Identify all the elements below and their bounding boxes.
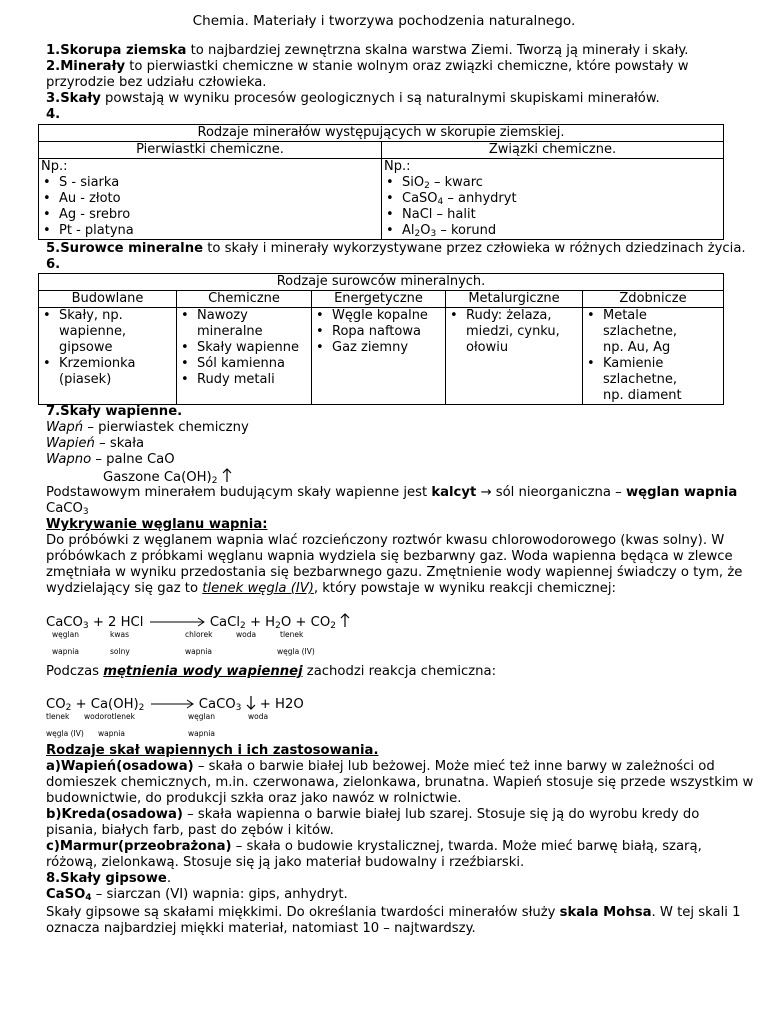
section-1-text: to najbardziej zewnętrzna skalna warstwa Ziemi. Tworzą ją minerały i skały. <box>186 43 689 58</box>
arrow-up-icon <box>222 468 232 482</box>
section-1-number: 1. <box>46 43 61 58</box>
caso4-line: CaSO$_4$ – siarczan (VI) wapnia: gips, anhydryt. <box>46 887 348 903</box>
compound-item: • $Al_2O_3$ – korund <box>384 223 721 239</box>
section-7-heading: 7.Skały wapienne. <box>46 404 183 419</box>
type-b-text: pisania, białych farb, past do zębów i kitów. <box>46 823 334 838</box>
type-a-text: domieszek chemicznych, m.in. czerwonawa, zielonkawa, brunatna. Wapień stosuje się przede wszystkim w <box>46 775 754 790</box>
minerals-table <box>38 124 724 240</box>
reaction-arrow-icon <box>149 699 195 709</box>
kalcyt-line: Podstawowym minerałem budującym skały wapienne jest kalcyt → sól nieorganiczna – węglan wapnia <box>46 485 738 500</box>
caco3-line: CaCO$_3$ <box>46 501 89 517</box>
eq2-label: wapnia <box>98 729 125 738</box>
type-c-line: c)Marmur(przeobrażona) – skała o budowie krystalicznej, twarda. Może mieć barwę białą, szarą, <box>46 839 702 854</box>
eq2-label: woda <box>248 712 269 721</box>
elements-cell <box>39 159 382 240</box>
section-1 <box>46 43 688 59</box>
element-item: • Pt - platyna <box>41 223 379 239</box>
section-5-text: to skały i minerały wykorzystywane przez człowieka w różnych dziedzinach życia. <box>203 241 746 256</box>
eq1-label: węgla (IV) <box>277 647 315 656</box>
section-1-term: Skorupa ziemska <box>60 43 187 58</box>
chemiczne-cell <box>177 308 312 405</box>
section-2 <box>46 59 689 75</box>
element-item: • Ag - srebro <box>41 207 379 223</box>
equation-1: CaCO$_3$ + 2 HCl CaCl$_2$ + $H_2O + CO_2$ <box>46 613 350 631</box>
element-item: • Au - złoto <box>41 191 379 207</box>
type-b-line: b)Kreda(osadowa) – skała wapienna o barwie białej lub szarej. Stosuje się ją do wyrobu kredy do <box>46 807 700 822</box>
list-item: • Rudy metali <box>179 372 309 388</box>
eq1-label: chlorek <box>185 630 213 639</box>
eq2-label: węgla (IV) <box>46 729 84 738</box>
wapien-line: Wapień – skała <box>46 436 145 451</box>
eq1-label: kwas <box>110 630 129 639</box>
detection-text-line: wydzielający się gaz to tlenek węgla (IV), który powstaje w wyniku reakcji chemicznej: <box>46 581 616 596</box>
section-2-text: to pierwiastki chemiczne w stanie wolnym oraz związki chemiczne, które powstały w <box>125 59 689 74</box>
list-item: • Metale szlachetne, np. Au, Ag <box>585 308 721 356</box>
limestone-types-heading: Rodzaje skał wapiennych i ich zastosowania. <box>46 743 379 758</box>
header-metalurgiczne: Metalurgiczne <box>446 291 583 308</box>
header-budowlane: Budowlane <box>39 291 177 308</box>
section-5-term: Surowce mineralne <box>60 241 204 256</box>
list-item: • Nawozy mineralne <box>179 308 309 340</box>
list-item: • Kamienie szlachetne, np. diament <box>585 356 721 404</box>
element-item: • S - siarka <box>41 175 379 191</box>
eq1-label: wapnia <box>185 647 212 656</box>
reaction-arrow-icon <box>148 617 206 627</box>
eq1-label: węglan <box>52 630 79 639</box>
detection-text-line: zmętniała w wyniku przedostania się bezbarwnego gazu. Zmętnienie wody wapiennej świadczy o tym, że <box>46 565 743 580</box>
eq2-label: tlenek <box>46 712 70 721</box>
detection-text-line: próbówkach z próbkami węglanu wapnia wydziela się bezbarwny gaz. Woda wapienna będąca w zlewce <box>46 549 733 564</box>
type-a-line: a)Wapień(osadowa) – skała o barwie białej lub beżowej. Może mieć też inne barwy w zależności od <box>46 759 715 774</box>
compound-item: • SiO$_2$ – kwarc <box>384 175 721 191</box>
minerals-table-header-elements: Pierwiastki chemiczne. <box>39 142 382 159</box>
arrow-up-icon <box>340 613 350 627</box>
list-item: • Rudy: żelaza, miedzi, cynku, ołowiu <box>448 308 580 356</box>
metalurgiczne-cell <box>446 308 583 405</box>
list-item: • Skały, np. wapienne, gipsowe <box>41 308 174 356</box>
header-chemiczne: Chemiczne <box>177 291 312 308</box>
eq1-label: woda <box>236 630 257 639</box>
type-c-text: różową, zielonkawą. Stosuje się ją jako materiał budowalny i rzeźbiarski. <box>46 855 525 870</box>
gypsum-text-line: oznacza najbardziej miękki materiał, natomiast 10 – najtwardszy. <box>46 921 476 936</box>
section-3-term: Skały <box>60 91 101 106</box>
clouding-line: Podczas mętnienia wody wapiennej zachodzi reakcja chemiczna: <box>46 664 497 679</box>
wapno-line: Wapno – palne CaO <box>46 452 175 467</box>
list-item: • Węgle kopalne <box>314 308 443 324</box>
eq1-label: tlenek <box>280 630 304 639</box>
eq1-label: wapnia <box>52 647 79 656</box>
section-2-number: 2. <box>46 59 61 74</box>
minerals-table-header-compounds: Związki chemiczne. <box>382 142 724 159</box>
compound-item: • CaSO$_4$ – anhydryt <box>384 191 721 207</box>
eq1-label: solny <box>110 647 130 656</box>
section-2-text-continued: przyrodzie bez udziału człowieka. <box>46 75 267 90</box>
compounds-cell <box>382 159 724 240</box>
elements-np: Np.: <box>41 159 68 174</box>
type-a-text: budownictwie, do produkcji szkła oraz jako nawóz w rolnictwie. <box>46 791 462 806</box>
equation-2: $CO_2 + Ca(OH)_2$ CaCO$_3$ + H2O <box>46 697 304 713</box>
eq2-label: węglan <box>188 712 215 721</box>
list-item: • Skały wapienne <box>179 340 309 356</box>
section-2-term: Minerały <box>60 59 126 74</box>
gypsum-text-line: Skały gipsowe są skałami miękkimi. Do określania twardości minerałów służy skala Mohsa. W tej skali 1 <box>46 905 741 920</box>
section-8-heading: 8.Skały gipsowe. <box>46 871 172 886</box>
list-item: • Sól kamienna <box>179 356 309 372</box>
eq2-label: wapnia <box>188 729 215 738</box>
header-energetyczne: Energetyczne <box>312 291 446 308</box>
section-5 <box>46 241 746 257</box>
zdobnicze-cell <box>583 308 724 405</box>
gaszone-line: Gaszone $Ca(OH)_2$ <box>103 468 232 486</box>
page-title: Chemia. Materiały i tworzywa pochodzenia naturalnego. <box>192 13 576 29</box>
budowlane-cell <box>39 308 177 405</box>
eq2-label: wodorotlenek <box>84 712 135 721</box>
detection-text-line: Do próbówki z węglanem wapnia wlać rozcieńczony roztwór kwasu chlorowodorowego (kwas solny). W <box>46 533 725 548</box>
raw-materials-caption: Rodzaje surowców mineralnych. <box>39 274 724 291</box>
detection-heading: Wykrywanie węglanu wapnia: <box>46 517 268 532</box>
section-6-number: 6. <box>46 257 61 272</box>
arrow-down-icon <box>246 696 256 710</box>
section-3-text: powstają w wyniku procesów geologicznych i są naturalnymi skupiskami minerałów. <box>100 91 660 106</box>
wapn-line: Wapń – pierwiastek chemiczny <box>46 420 249 435</box>
list-item: • Krzemionka (piasek) <box>41 356 174 388</box>
compound-item: • NaCl – halit <box>384 207 721 223</box>
list-item: • Gaz ziemny <box>314 340 443 356</box>
list-item: • Ropa naftowa <box>314 324 443 340</box>
raw-materials-table <box>38 273 724 405</box>
header-zdobnicze: Zdobnicze <box>583 291 724 308</box>
energetyczne-cell <box>312 308 446 405</box>
minerals-table-caption: Rodzaje minerałów występujących w skorupie ziemskiej. <box>39 125 724 142</box>
section-3 <box>46 91 660 107</box>
section-5-number: 5. <box>46 241 61 256</box>
section-3-number: 3. <box>46 91 61 106</box>
section-4-number: 4. <box>46 107 61 122</box>
compounds-np: Np.: <box>384 159 411 174</box>
